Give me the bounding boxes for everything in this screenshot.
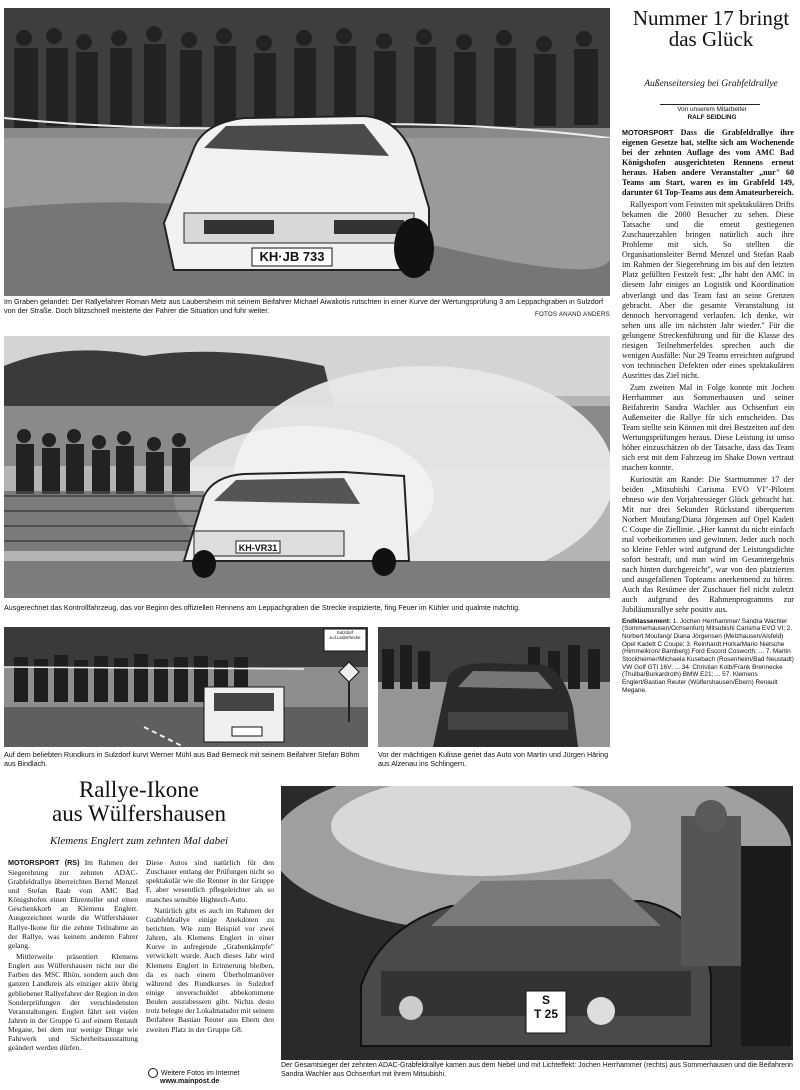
photo-haering-car-image xyxy=(378,627,610,747)
results-label: Endklassement: xyxy=(622,617,672,625)
second-article-col1 xyxy=(8,858,138,1055)
web-hint-url[interactable]: www.mainpost.de xyxy=(160,1078,220,1085)
photo-sulzdorf-circuit-image xyxy=(4,627,368,747)
photo-credit: FOTOS ANAND ANDERS xyxy=(535,311,610,318)
small-right-caption: Vor der mächtigen Kulisse geriet das Auto von Martin und Jürgen Häring aus Alzenau ins Schlingern. xyxy=(378,750,609,768)
second-subheadline: Klemens Englert zum zehnten Mal dabei xyxy=(49,835,229,847)
top-photo-caption: Im Graben gelandet: Der Rallyefahrer Roman Metz aus Laubersheim mit seinem Beifahrer Michael Aiwaliotis rutschten in einer Kurve der Wertungsprüfung 3 am Leppachgraben in Sulzdorf von der Straße. Doch blitzschnell meisterte der Fahrer die Situation und fuhr weiter. xyxy=(4,297,604,315)
winner-plate-top: S xyxy=(541,993,550,1007)
small-left-caption: Auf dem beliebten Rundkurs in Sulzdorf kurvt Werner Mühl aus Bad Berneck mit seinem Beifahrer Stefan Böhm aus Bindlach. xyxy=(4,750,360,768)
second-article-col2 xyxy=(146,858,274,1036)
main-paragraph-2: Zum zweiten Mal in Folge konnte mit Jochen Herrhammer aus Sommerhausen und seiner Beifahrerin Sandra Wachler aus Ochsenfurt ein Außenseiter die Rallye für sich entscheiden. Das Team stellte sein Können mit drei Bestzeiten auf den Wertungsprüfungen heraus. Diese Leistung ist umso höher einzuschätzen ob der Tatsache, dass das Team sich erst mit dem Fahrzeug im Shake Down vertraut machen konnte. xyxy=(622,382,794,473)
photo-smoking-control-car-image xyxy=(4,336,610,598)
second-headline-line2: aus Wülfershausen xyxy=(52,801,226,827)
photo-haering-car xyxy=(378,627,610,747)
main-subheadline: Außenseitersieg bei Grabfeldrallye xyxy=(644,79,778,89)
web-hint[interactable] xyxy=(148,1068,278,1086)
second-headline xyxy=(10,778,268,826)
middle-photo-caption: Ausgerechnet das Kontrollfahrzeug, das vor Beginn des offiziellen Rennens am Leppachgraben die Strecke inspizierte, fing Feuer im Kühler und qualmte mächtig. xyxy=(4,603,521,612)
byline-rule xyxy=(660,104,760,105)
main-paragraph-3: Kuriosität am Rande: Die Startnummer 17 der beiden „Mitsubishi Carisma EVO VI"-Piloten ebneso wie den Vorjahressieger Glück gebracht hat. Mit nur drei Sekunden Rückstand überquerten Norbert Moufang/Diana Jörgensen auf Opel Kadett C Coupe die Ziellinie. „Hier kannst du nicht einfach mal vorbeikommen und gewinnen. Jeder auch noch so kleine Fehler wird aufgrund der Leistungsdichte sofort bestraft, und man wird im Gesamtergebnis nach hinten durchgereicht", war von den platzierten und ausgefallenen Topteams anerkennend zu hören. Auch das Resümee der Zuschauer fiel nicht zuletzt auch aufgrund des Rahmenprogramms zur Jubiläumsrallye sehr positiv aus. xyxy=(622,475,794,615)
photo-car-in-ditch xyxy=(4,8,610,296)
photo-winner-car xyxy=(281,786,793,1060)
second-col2-paragraph-2: Natürlich gibt es auch im Rahmen der Grabfeldrallye einige Anekdoten zu berichten. Wie zum Beispiel vor zwei Jahren, als Klemens Englert in einer Kurve in aufregende „Grabenkämpfe" verwickelt wurde. Auch dieses Jahr wird Klemens Englert in Erinnerung bleiben, da es nach einem Überholmanöver während des Rundkurses in Sulzdorf einige unverschuldet abbekommene Beulen auszubessern gibt. Nichts desto trotz belegte der Lokalmatador mit seinem Beifahrer Bastian Reuter aus Ebern den zweiten Platz in der Gruppe G8. xyxy=(146,905,274,1034)
byline xyxy=(630,106,794,122)
photo-sulzdorf-circuit xyxy=(4,627,368,747)
photo-car-in-ditch-image xyxy=(4,8,610,296)
main-kicker: MOTORSPORT xyxy=(622,128,674,137)
camera-icon xyxy=(148,1068,158,1078)
winner-plate-bottom: T 25 xyxy=(533,1006,558,1021)
results-text: 1. Jochen Herrhammer/ Sandra Wachler (Sommerhausen/Ochsenfurt) Mitsubishi Carisma EVO VI; 2. Norbert Moufang/ Diana Jörgensen (Melzhausen/Alsfeld) Opel Kadett C Coupe; 3. Reinhardt Horka/Mario Nietsche (Himmelkron/ Bamberg) Ford Escord Cosworth; ... 7. Martin Stockheimer/Michaela Kusebach (Rosenheim/Bad Neustadt) VW Golf GTI 16V; ... 34. Christian Kolb/Frank Brennecke (Thulba/Burkardroth) BMW E21; ... 57. Klemens Englert/Bastian Reuter (Wülfershausen/Ebern) Renault Megane. xyxy=(622,617,794,694)
web-hint-line1: Weitere Fotos im Internet xyxy=(161,1069,240,1077)
byline-name: RALF SEIDLING xyxy=(687,114,737,121)
second-col1-paragraph-1: Im Rahmen der Siegerehrung zur zehnten ADAC-Grabfeldrallye überreichten Bernd Menzel und Stefan Raab vom AMC Bad Königshofen einen Ehrenteller und einen Geschenkkorb an Klemens Englert. Ausgezeichnet wurde die Wülfershäuser Rallye-Ikone für die zehnte Teilnahme an der Rallye, was keinem anderen Fahrer gelang. xyxy=(8,858,138,950)
second-headline-line1: Rallye-Ikone xyxy=(78,777,200,802)
top-photo-plate: KH·JB 733 xyxy=(259,249,325,264)
photo-smoking-control-car xyxy=(4,336,610,598)
second-kicker: MOTORSPORT (RS) xyxy=(8,858,80,867)
main-article-body xyxy=(622,128,794,694)
middle-photo-plate: KH-VR31 xyxy=(238,543,278,553)
winner-plate xyxy=(527,994,565,1022)
bottom-photo-caption: Der Gesamtsieger der zehnten ADAC-Grabfeldrallye kamen aus dem Nebel und mit Lichteffekt: Jochen Herrhammer (rechts) aus Sommerhausen und die Beifahrerin Sandra Wachler aus Ochsenfurt mit ihrem Mitsubishi. xyxy=(281,1062,793,1078)
main-headline: Nummer 17 bringt das Glück xyxy=(632,6,790,52)
second-col1-paragraph-2: Mittlerweile präsentiert Klemens Englert aus Wülfershausen nicht nur die Farben des MSC Rhön, sondern auch den ganzen Landkreis als einziger aktiv übrig gebliebener Rallyefahrer der Region in den Sonderprüfungen der verschiedensten Veranstaltungen. Englert fährt seit vielen Jahren in der Gruppe G auf einem Renault Megane, bei dem nur wenige Dinge wie Fahrwerk und Sicherheitsausstattung geändert werden dürfen. xyxy=(8,952,138,1053)
second-col2-paragraph-1: Diese Autos sind natürlich für den Zuschauer entlang der Prüfungen nicht so spektakulär wie die Renner in der Gruppe F, aber wesentlich pflegeleichter als so manches sensible Hightech-Auto. xyxy=(146,858,274,904)
main-paragraph-1: Rallyesport vom Feinsten mit spektakulären Drifts bekamen die 2000 Besucher zu sehen. Diese Tatsache und die erneut gestiegenen Zuschauerzahlen bringen natürlich auch ihre Probleme mit sich. So stellten die Organisationsleiter Bernd Menzel und Stefan Raab im Rahmen der Siegerehrung im bis auf den letzten Platz gefüllten Festzelt fest: „Ihr habt den AMC in diesem Jahr einiges an Logistik und Koordination abverlangt und das Team fast an seine Grenzen gebracht. Aber die gesamte Veranstaltung ist dennoch hervorragend verlaufen. Ich denke, wir sehen uns alle im nächsten Jahr wieder." Für die gelungene Streckenführung und für die Klasse des riesigen Teilnehmerfeldes sprechen auch die wenigen Ausfälle: Nur 29 Teams erreichten aufgrund von technischen Defekten oder eines spektakulären Ausrittes das Ziel nicht. xyxy=(622,200,794,380)
results-list xyxy=(622,618,794,695)
main-lead: Dass die Grabfeldrallye ihre eigenen Gesetze hat, stellte sich am Wochenende bei der zehnten Auflage des vom AMC Bad Königshofen ausgerichteten Rennens erneut heraus. Haben andere Veranstalter „nur" 60 Teams am Start, waren es im Grabfeld 149, darunter 61 Top-Teams aus dem Amateurbereich. xyxy=(622,128,794,198)
sulzdorf-sign-text: Sulzdorf a.d.Lederhecke xyxy=(329,630,361,640)
byline-intro: Von unserem Mitarbeiter xyxy=(677,106,747,113)
